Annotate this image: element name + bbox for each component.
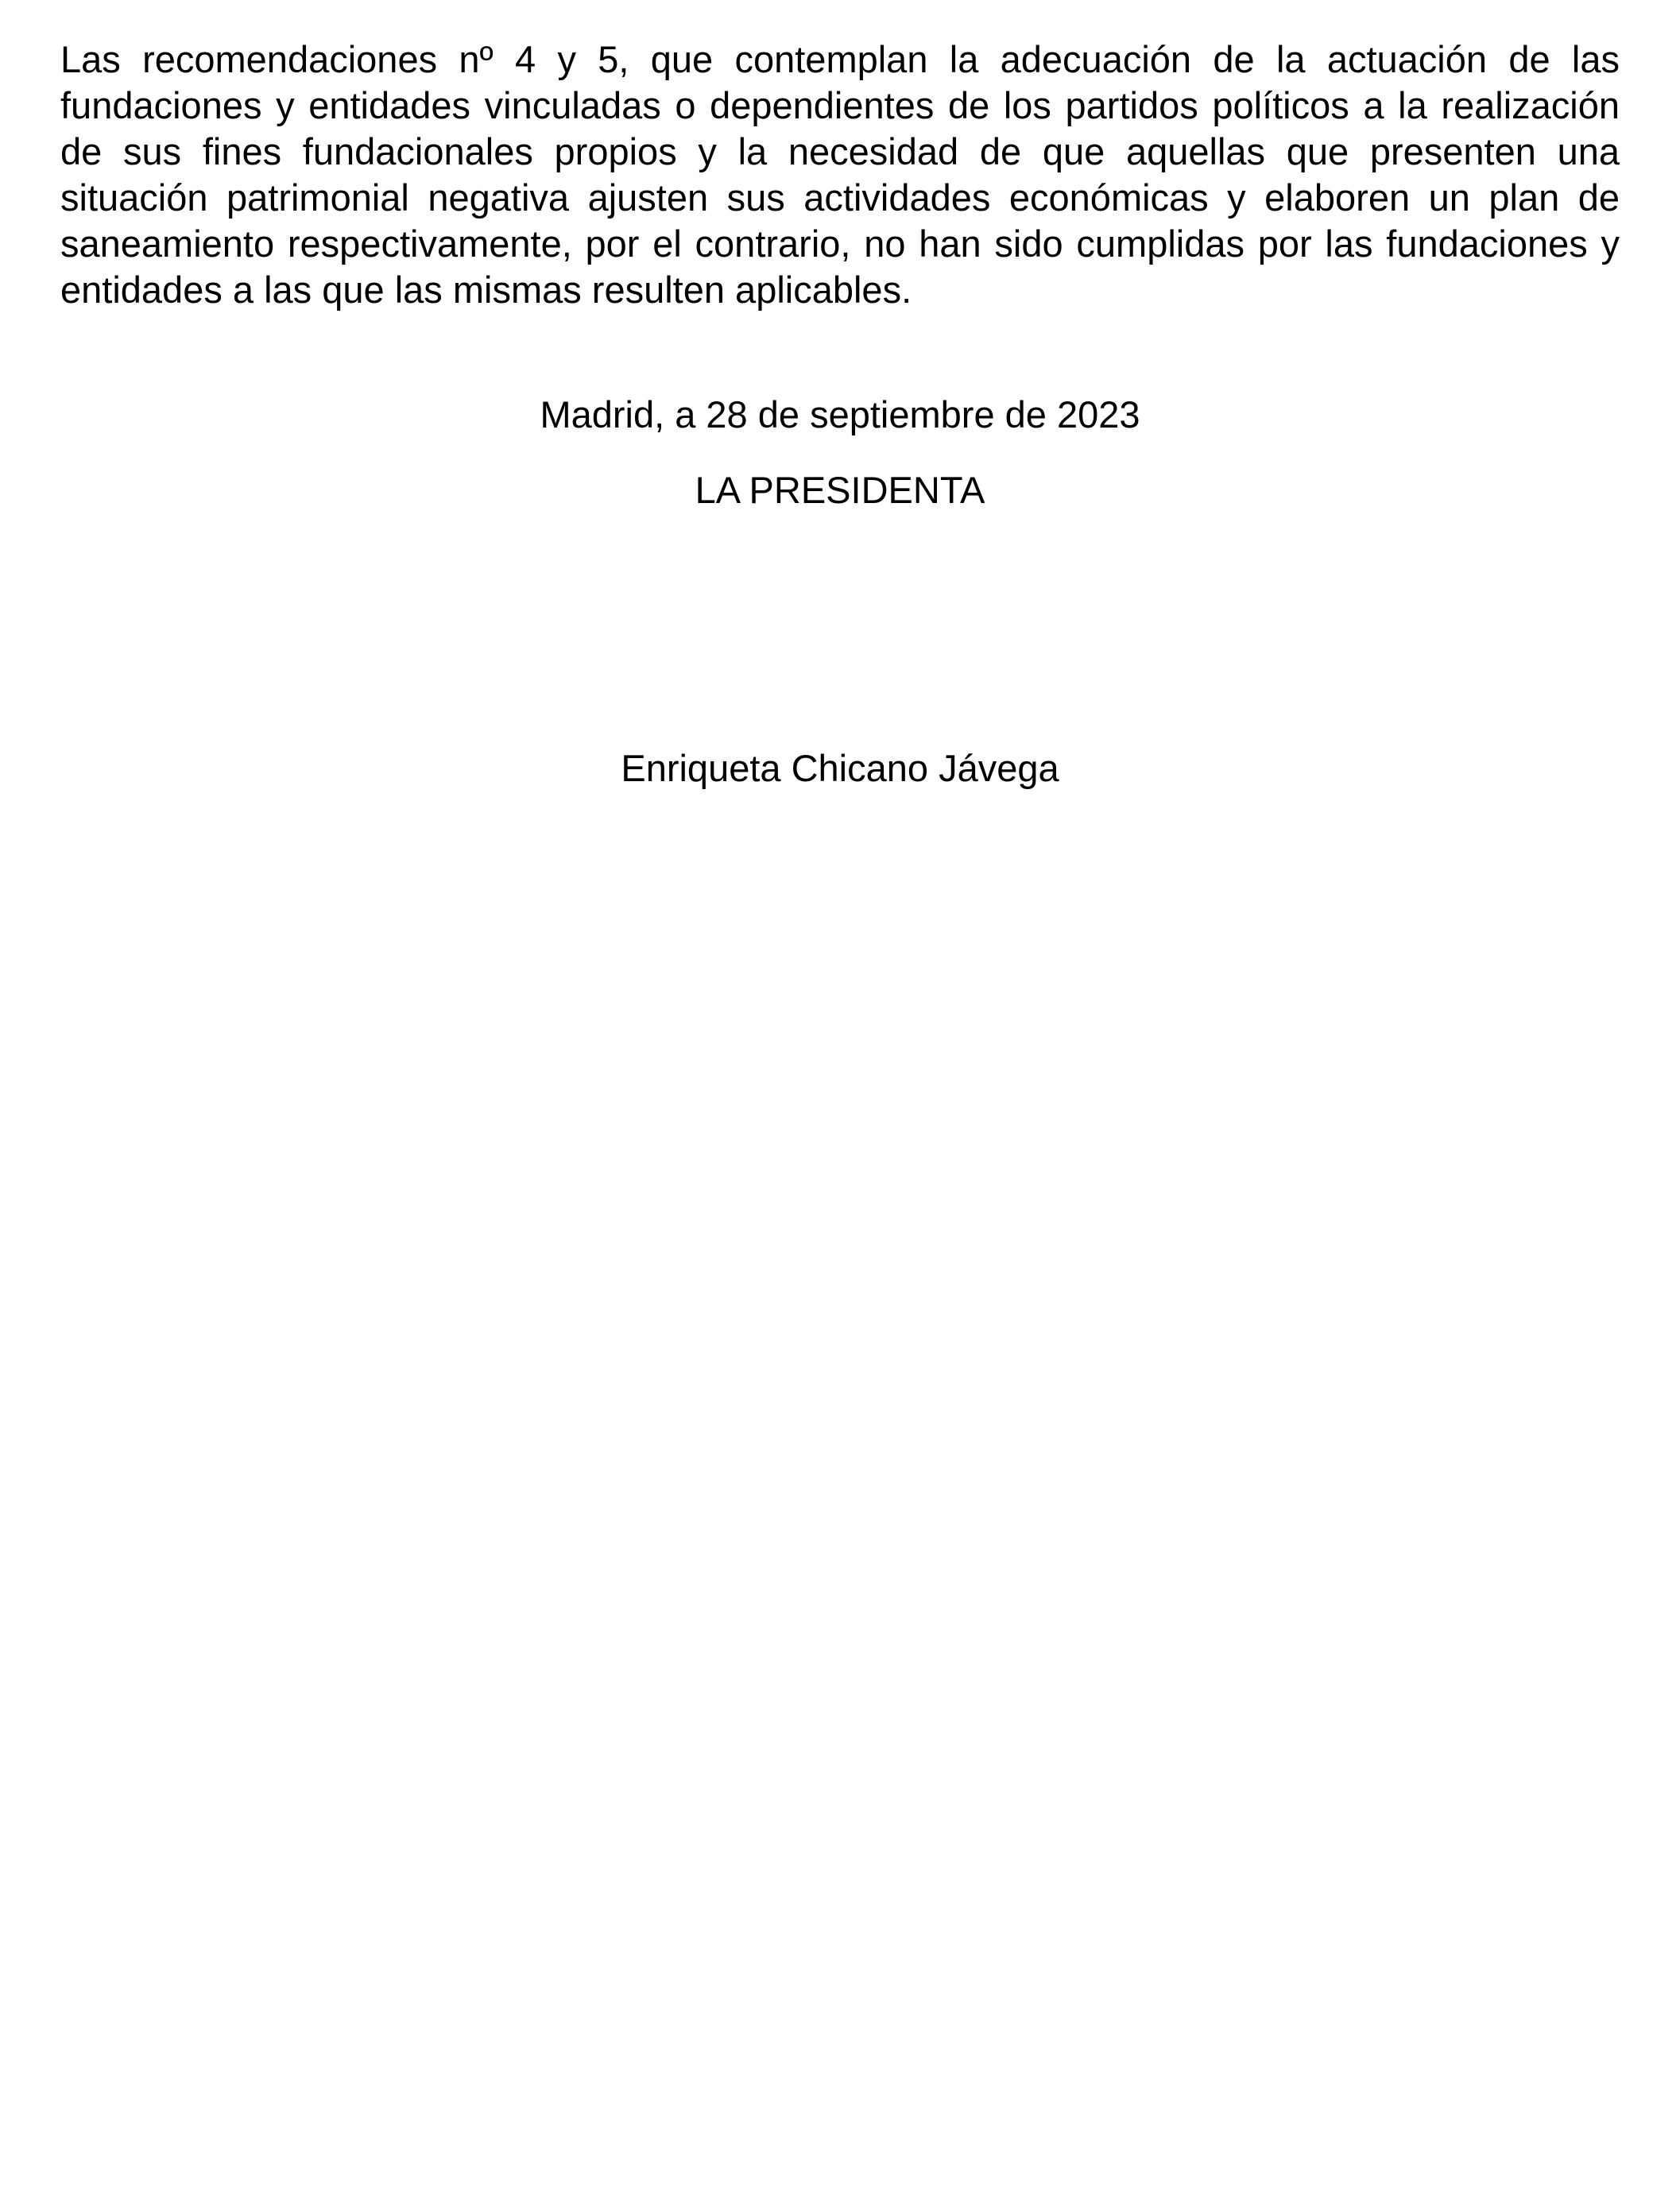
paragraph-recommendations-compliance: Las recomendaciones nº 4 y 5, que contemplan la adecuación de la actuación de las fundaciones y entidades vinculadas o dependientes de los partidos políticos a la realización de sus fines fundacionales propios y la necesidad de que aquellas que presenten una situación patrimonial negativa ajusten sus actividades económicas y elaboren un plan de saneamiento respectivamente, por el contrario, no han sido cumplidas por las fundaciones y entidades a las que las mismas resulten aplicables. (60, 38, 1620, 311)
date-place-line: Madrid, a 28 de septiembre de 2023 (540, 393, 1140, 435)
signer-title: LA PRESIDENTA (695, 469, 985, 511)
signer-name: Enriqueta Chicano Jávega (621, 747, 1059, 789)
